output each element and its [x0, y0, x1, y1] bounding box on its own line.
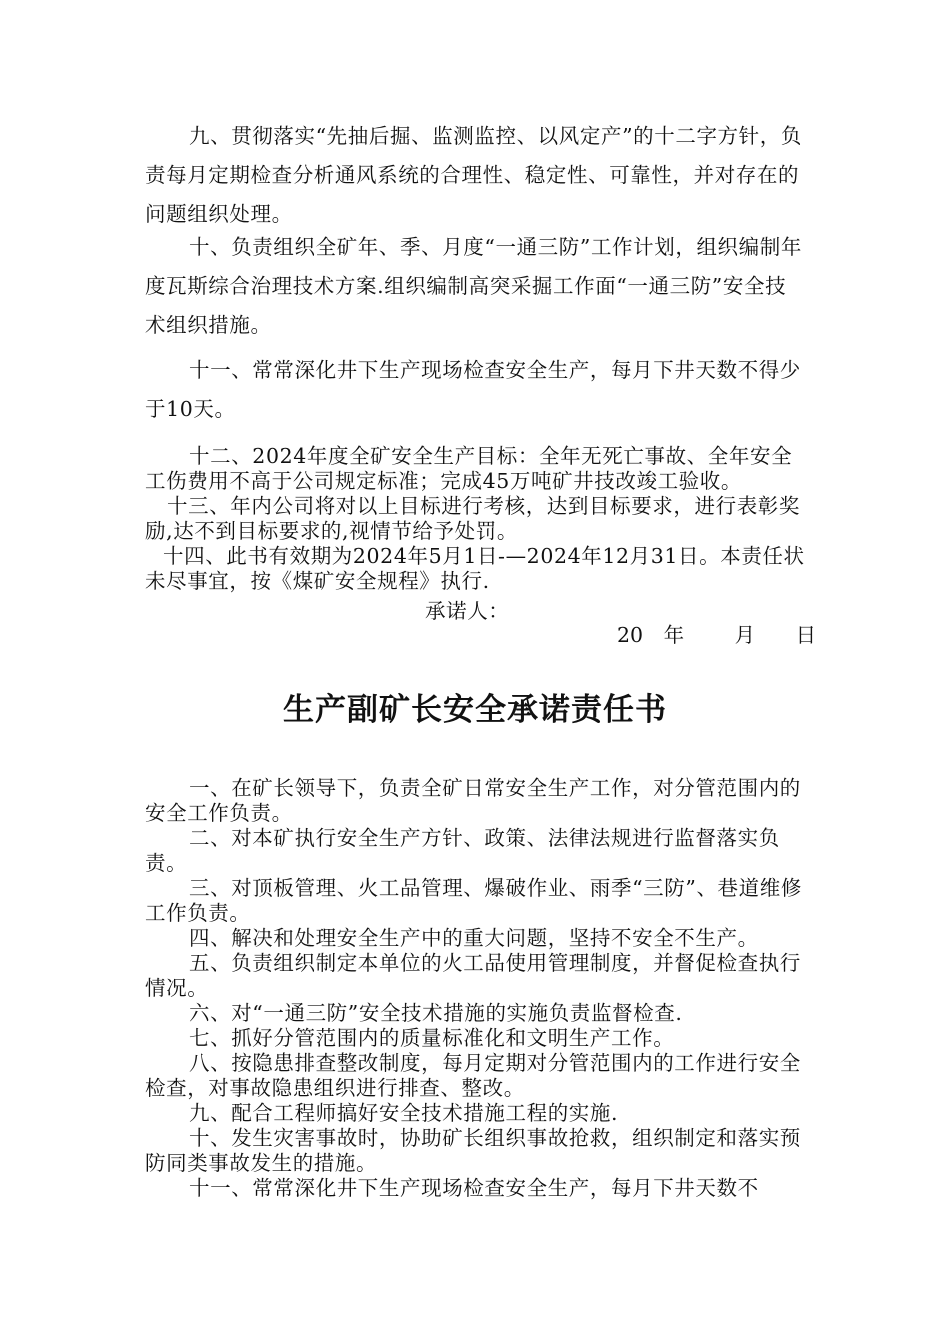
date-year: 20 年: [617, 623, 685, 647]
clause-13: 十三、年内公司将对以上目标进行考核，达到目标要求，进行表彰奖励,达不到目标要求的,视情节给予处罚。: [145, 494, 800, 543]
clause-7: 七、抓好分管范围内的质量标准化和文明生产工作。: [189, 1026, 675, 1050]
clause-9b: 九、配合工程师搞好安全技术措施工程的实施.: [189, 1101, 619, 1125]
clause-8: 八、按隐患排查整改制度，每月定期对分管范围内的工作进行安全检查，对事故隐患组织进行排查、整改。: [145, 1051, 801, 1100]
clause-11: 十一、常常深化井下生产现场检查安全生产，每月下井天数不得少于10天。: [145, 358, 801, 421]
clause-9: 九、贯彻落实“先抽后掘、监测监控、以风定产”的十二字方针，负责每月定期检查分析通风系统的合理性、稳定性、可靠性，并对存在的问题组织处理。: [145, 124, 802, 226]
clause-3: 三、对顶板管理、火工品管理、爆破作业、雨季“三防”、巷道维修工作负责。: [145, 876, 802, 925]
signer-label: 承诺人：: [425, 599, 510, 623]
clause-1: 一、在矿长领导下，负责全矿日常安全生产工作，对分管范围内的安全工作负责。: [145, 776, 801, 825]
clause-5: 五、负责组织制定本单位的火工品使用管理制度，并督促检查执行情况。: [145, 951, 801, 1000]
clause-4: 四、解决和处理安全生产中的重大问题，坚持不安全不生产。: [189, 926, 759, 950]
clause-10b: 十、发生灾害事故时，协助矿长组织事故抢救，组织制定和落实预防同类事故发生的措施。: [145, 1126, 801, 1175]
clause-10: 十、负责组织全矿年、季、月度“一通三防”工作计划，组织编制年度瓦斯综合治理技术方案.组织编制高突采掘工作面“一通三防”安全技术组织措施。: [145, 235, 802, 337]
signature-date: [617, 618, 816, 648]
clause-11b: 十一、常常深化井下生产现场检查安全生产，每月下井天数不: [189, 1176, 759, 1200]
clause-12: 十二、2024年度全矿安全生产目标：全年无死亡事故、全年安全工伤费用不高于公司规定标准；完成45万吨矿井技改竣工验收。: [145, 444, 793, 493]
date-month: 月: [734, 623, 756, 647]
document-title: 生产副矿长安全承诺责任书: [283, 692, 667, 728]
clause-6: 六、对“一通三防”安全技术措施的实施负责监督检查.: [189, 1001, 683, 1025]
clause-2: 二、对本矿执行安全生产方针、政策、法律法规进行监督落实负责。: [145, 826, 780, 875]
date-day: 日: [795, 623, 817, 647]
clause-14: 十四、此书有效期为2024年5月1日-—2024年12月31日。本责任状未尽事宜，按《煤矿安全规程》执行.: [145, 544, 805, 593]
